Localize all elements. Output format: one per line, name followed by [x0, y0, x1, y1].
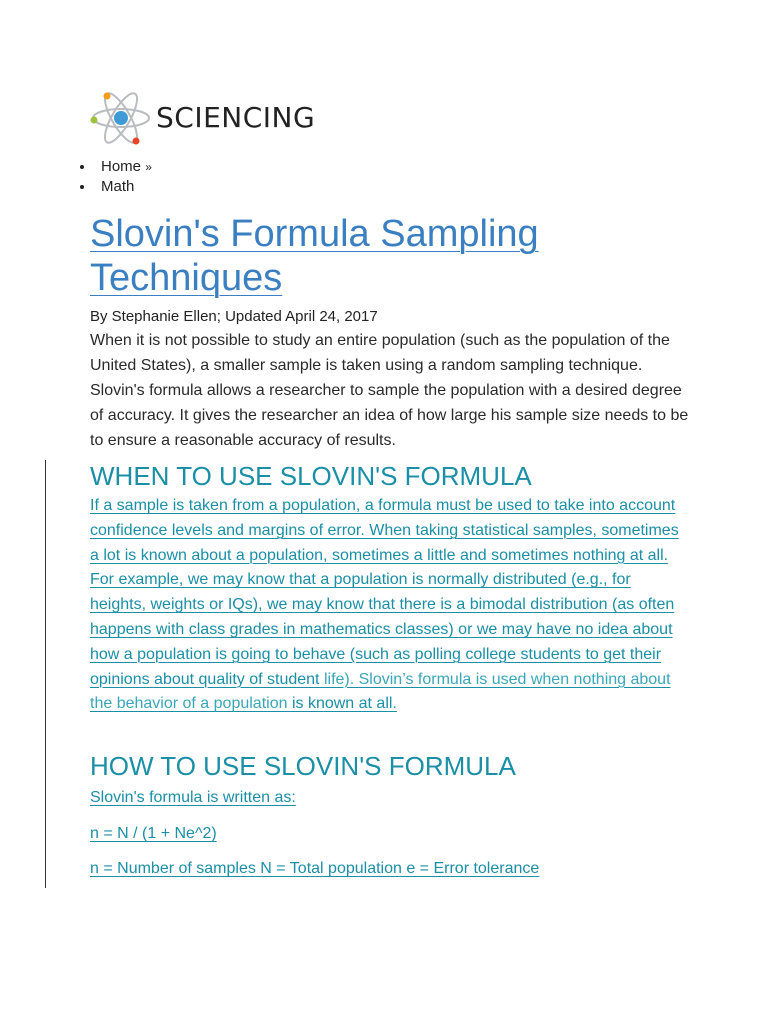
side-rule-divider — [45, 460, 46, 888]
breadcrumb-item-math — [78, 177, 152, 196]
atom-icon — [90, 90, 152, 146]
section-body-when[interactable] — [90, 494, 690, 717]
section-body-when-light[interactable]: life). Slovin’s formula is used when nothing about the behavior of a population — [90, 670, 671, 713]
section-body-when-main[interactable]: If a sample is taken from a population, a formula must be used to take into account confidence levels and margins of error. When taking statistical samples, sometimes a lot is known about a population, sometimes a little and sometimes nothing at all. For example, we may know that a population is normally distributed (e.g., for heights, weights or IQs), we may know that there is a bimodal distribution (as often happens with class grades in mathematics classes) or we may have no idea about how a population is going to behave (such as polling college students to get their opinions about quality of student — [90, 497, 679, 688]
breadcrumb-separator: » — [145, 160, 152, 174]
breadcrumb-link-home[interactable]: Home — [101, 158, 142, 175]
formula-variables-line[interactable]: n = Number of samples N = Total population e = Error tolerance — [90, 860, 540, 877]
article-intro: When it is not possible to study an entire population (such as the population of the United States), a smaller sample is taken using a random sampling technique. Slovin's formula allows a researcher to sample the population with a desired degree of accuracy. It gives the researcher an idea of how large his sample size needs to be to ensure a reasonable accuracy of results. — [90, 332, 689, 449]
formula-intro-line[interactable]: Slovin's formula is written as: — [90, 789, 296, 806]
article-byline: By Stephanie Ellen; Updated April 24, 2017 — [90, 308, 378, 325]
article-title[interactable]: Slovin's Formula Sampling Techniques — [90, 213, 539, 299]
section-heading-when: WHEN TO USE SLOVIN'S FORMULA — [90, 461, 532, 491]
section-heading-how: HOW TO USE SLOVIN'S FORMULA — [90, 751, 516, 781]
logo-wordmark: SCIENCING — [156, 101, 316, 134]
formula-equation-line[interactable]: n = N / (1 + Ne^2) — [90, 825, 217, 842]
sciencing-logo[interactable] — [90, 90, 315, 146]
section-body-when-end[interactable]: is known at all. — [291, 695, 397, 713]
breadcrumb-item-home — [78, 157, 152, 177]
breadcrumb-link-math[interactable]: Math — [101, 178, 135, 195]
breadcrumb — [78, 157, 152, 196]
